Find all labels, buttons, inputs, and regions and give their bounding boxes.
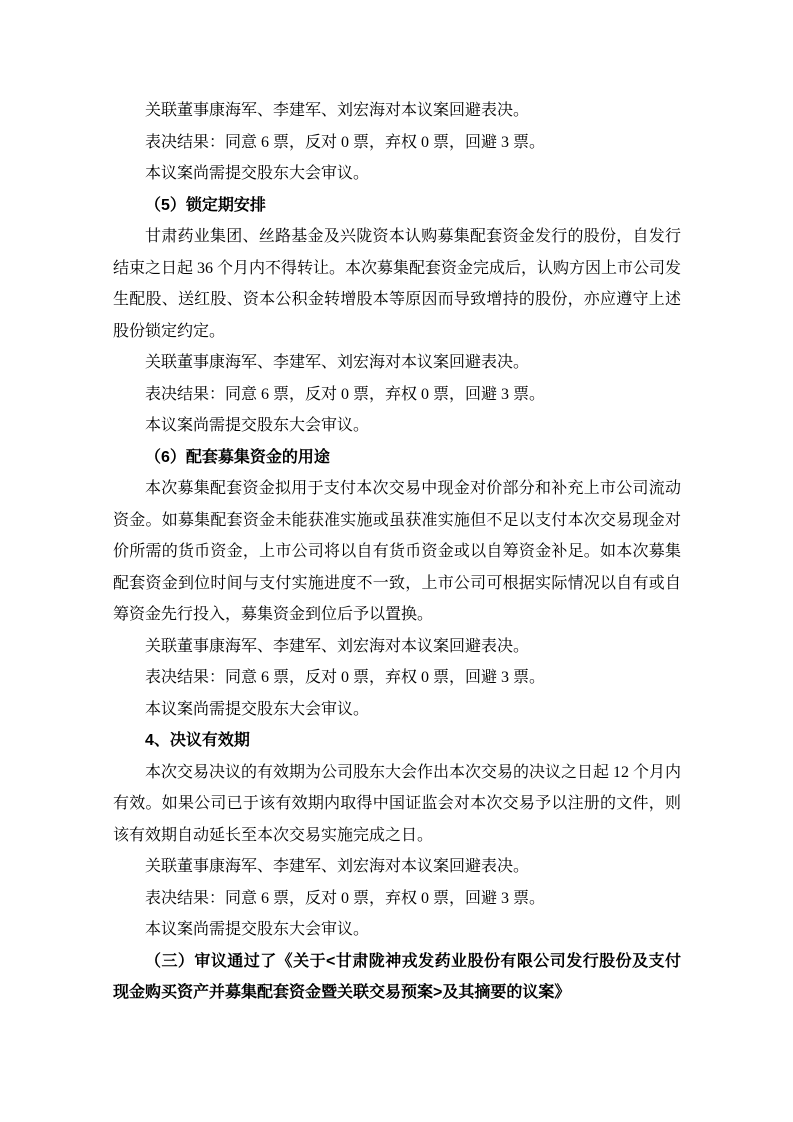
paragraph-submit-shareholders-2: 本议案尚需提交股东大会审议。 xyxy=(145,417,370,434)
paragraph-director-recusal-1: 关联董事康海军、李建军、刘宏海对本议案回避表决。 xyxy=(145,102,530,119)
paragraph-submit-shareholders-4: 本议案尚需提交股东大会审议。 xyxy=(145,921,370,938)
heading-proposal-plan-approval: （三）审议通过了《关于<甘肃陇神戎发药业股份有限公司发行股份及支付现金购买资产并募集配套资金暨关联交易预案>及其摘要的议案》 xyxy=(113,952,681,1001)
paragraph-submit-shareholders-3: 本议案尚需提交股东大会审议。 xyxy=(145,700,370,718)
paragraph-vote-result-3: 表决结果：同意 6 票，反对 0 票，弃权 0 票，回避 3 票。 xyxy=(145,669,546,686)
paragraph-vote-result-1: 表决结果：同意 6 票，反对 0 票，弃权 0 票，回避 3 票。 xyxy=(145,133,546,151)
paragraph-validity-detail: 本次交易决议的有效期为公司股东大会作出本次交易的决议之日起 12 个月内有效。如果公司已于该有效期内取得中国证监会对本次交易予以注册的文件，则该有效期自动延长至本次交易实施完成之日。 xyxy=(113,763,682,844)
paragraph-submit-shareholders-1: 本议案尚需提交股东大会审议。 xyxy=(145,165,370,182)
heading-lockup-arrangement: （5）锁定期安排 xyxy=(145,196,266,214)
heading-resolution-validity: 4、决议有效期 xyxy=(145,732,250,749)
paragraph-fund-usage-detail: 本次募集配套资金拟用于支付本次交易中现金对价部分和补充上市公司流动资金。如募集配套资金未能获准实施或虽获准实施但不足以支付本次交易现金对价所需的货币资金，上市公司将以自有货币资金或以自筹资金补足。如本次募集配套资金到位时间与支付实施进度不一致，上市公司可根据实际情况以自有或自筹资金先行投入，募集资金到位后予以置换。 xyxy=(113,480,681,623)
paragraph-director-recusal-3: 关联董事康海军、李建军、刘宏海对本议案回避表决。 xyxy=(145,637,530,655)
paragraph-vote-result-2: 表决结果：同意 6 票，反对 0 票，弃权 0 票，回避 3 票。 xyxy=(145,385,546,403)
heading-fund-usage: （6）配套募集资金的用途 xyxy=(145,448,330,466)
paragraph-lockup-detail: 甘肃药业集团、丝路基金及兴陇资本认购募集配套资金发行的股份，自发行结束之日起 36 个月内不得转让。本次募集配套资金完成后，认购方因上市公司发生配股、送红股、资本公积金转增股本等原因而导致增持的股份，亦应遵守上述股份锁定约定。 xyxy=(113,228,682,340)
paragraph-director-recusal-4: 关联董事康海军、李建军、刘宏海对本议案回避表决。 xyxy=(145,858,530,875)
paragraph-director-recusal-2: 关联董事康海军、李建军、刘宏海对本议案回避表决。 xyxy=(145,354,530,371)
paragraph-vote-result-4: 表决结果：同意 6 票，反对 0 票，弃权 0 票，回避 3 票。 xyxy=(145,889,546,907)
